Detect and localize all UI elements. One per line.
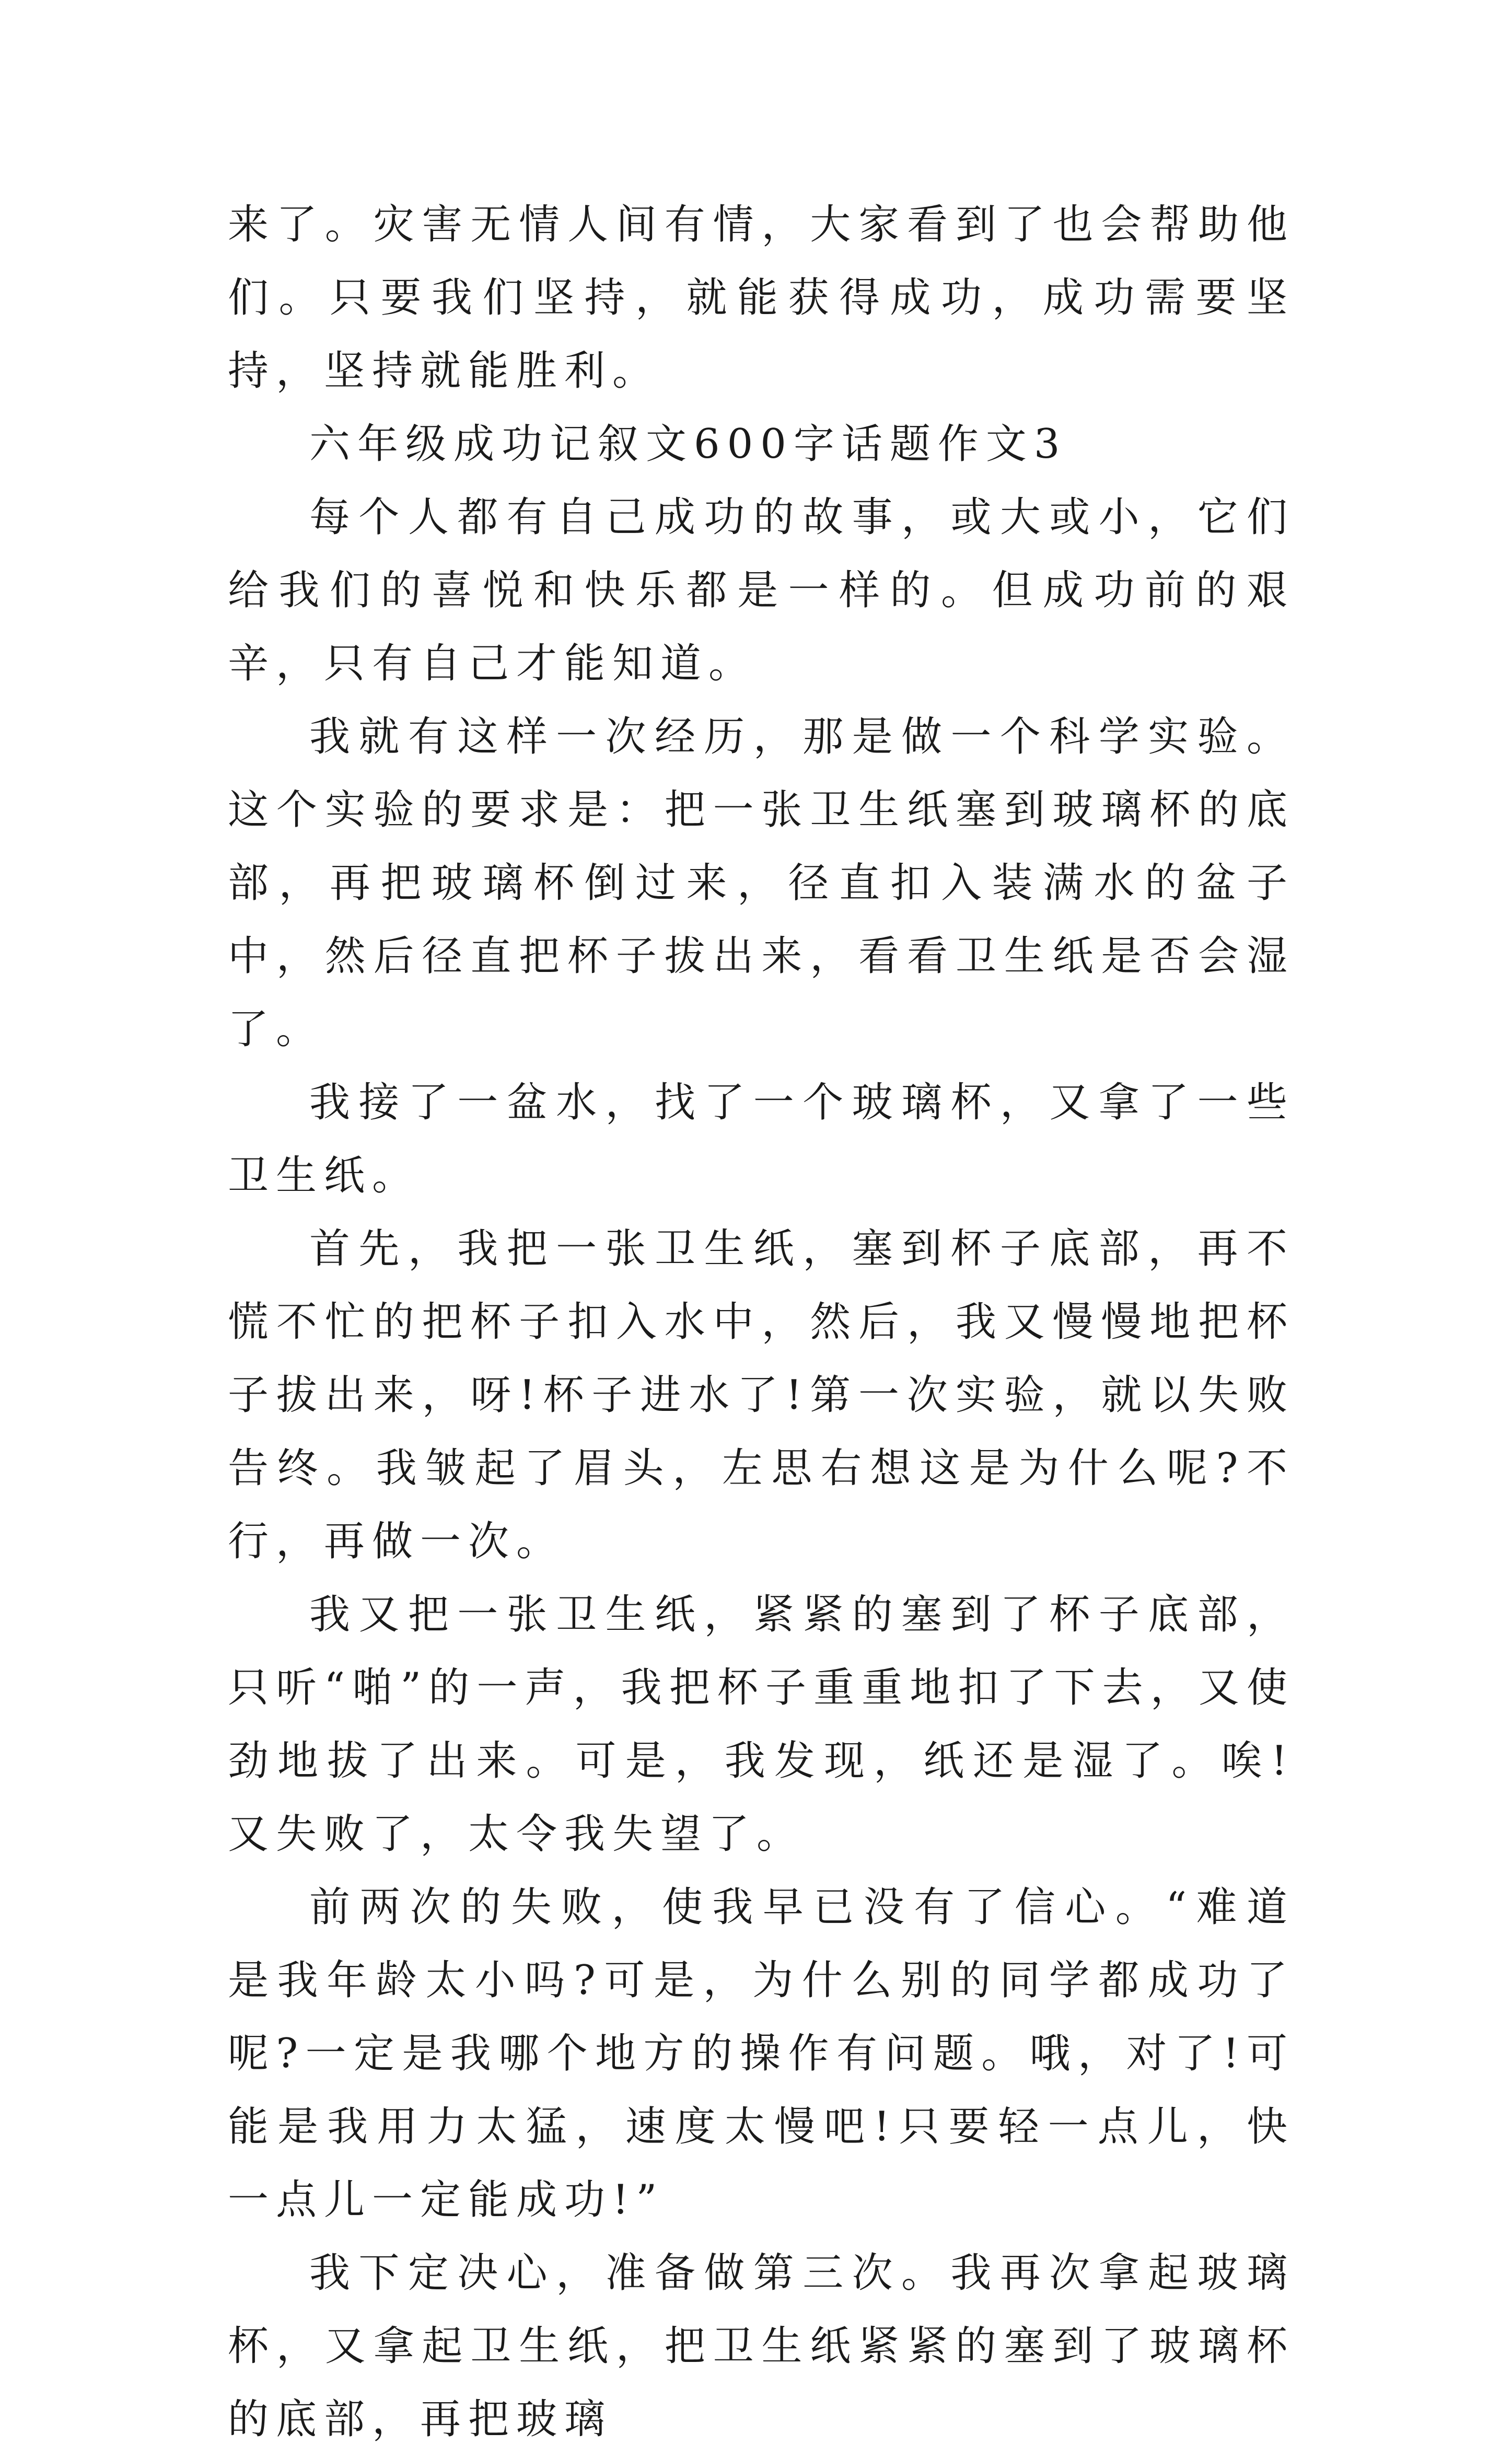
paragraph: 每个人都有自己成功的故事，或大或小，它们给我们的喜悦和快乐都是一样的。但成功前的艰辛，只有自己才能知道。: [228, 494, 1295, 687]
paragraph: 来了。灾害无情人间有情，大家看到了也会帮助他们。只要我们坚持，就能获得成功，成功需要坚持，坚持就能胜利。: [228, 201, 1295, 395]
paragraph: 我就有这样一次经历，那是做一个科学实验。这个实验的要求是：把一张卫生纸塞到玻璃杯的底部，再把玻璃杯倒过来，径直扣入装满水的盆子中，然后径直把杯子拔出来，看看卫生纸是否会湿了。: [228, 713, 1295, 1053]
paragraph: 我又把一张卫生纸，紧紧的塞到了杯子底部，只听“啪”的一声，我把杯子重重地扣了下去，又使劲地拔了出来。可是，我发现，纸还是湿了。唉!又失败了，太令我失望了。: [228, 1591, 1295, 1858]
paragraph: 首先，我把一张卫生纸，塞到杯子底部，再不慌不忙的把杯子扣入水中，然后，我又慢慢地把杯子拔出来，呀!杯子进水了!第一次实验，就以失败告终。我皱起了眉头，左思右想这是为什么呢?不行，再做一次。: [228, 1225, 1295, 1565]
paragraph: 我下定决心，准备做第三次。我再次拿起玻璃杯，又拿起卫生纸，把卫生纸紧紧的塞到了玻璃杯的底部，再把玻璃: [228, 2250, 1295, 2443]
section-heading: 六年级成功记叙文600字话题作文3: [309, 421, 1067, 468]
paragraph: 我接了一盆水，找了一个玻璃杯，又拿了一些卫生纸。: [228, 1079, 1295, 1199]
paragraph: 前两次的失败，使我早已没有了信心。“难道是我年龄太小吗?可是，为什么别的同学都成功了呢?一定是我哪个地方的操作有问题。哦，对了!可能是我用力太猛，速度太慢吧!只要轻一点儿，快一点儿一定能成功!”: [228, 1884, 1295, 2223]
document-body: [228, 188, 1295, 2456]
